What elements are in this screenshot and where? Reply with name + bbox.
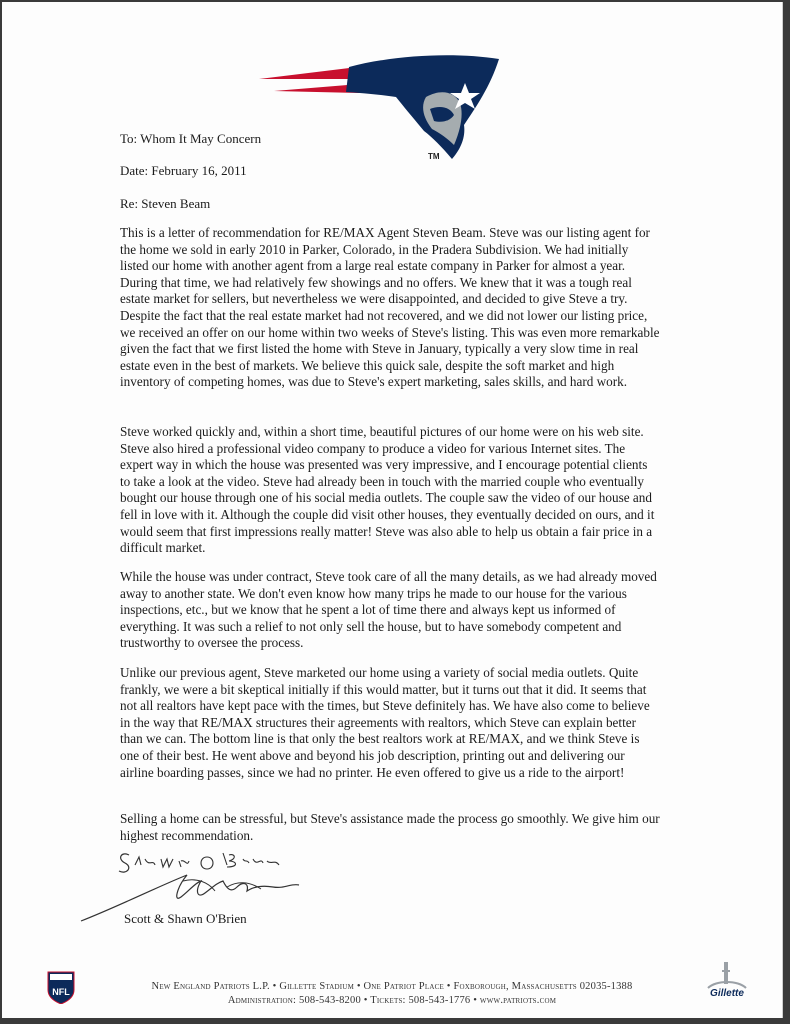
footer-contact: Administration: 508-543-8200 • Tickets: 508-543-1776 • www.patriots.com bbox=[227, 995, 557, 1006]
patriots-logo-icon bbox=[254, 47, 504, 167]
nfl-label: NFL bbox=[52, 987, 70, 997]
letter-date: Date: February 16, 2011 bbox=[120, 163, 247, 178]
paragraph-4: Unlike our previous agent, Steve marketed our home using a variety of social media outlets. Quite frankly, we were a bit skeptical initially if this would matter, but it turns out that it did. It seems that not all realtors have kept pace with the times, but Steve definitely has. We have also come to believe in the way that RE/MAX structures their agreements with realtors, which Steve can explain better than we can. The bottom line is that only the best realtors work at RE/MAX, and we think Steve is one of their best. He went above and beyond his job description, printing out and delivering our airline boarding passes, since we had no printer. He even offered to give us a ride to the airport! bbox=[120, 665, 650, 780]
paragraph-3: While the house was under contract, Steve took care of all the many details, as we had already moved away to another state. We don't even know how many trips he made to our house for the various inspections, etc., but we know that he spent a lot of time there and always kept us informed of everything. It was such a relief to not only sell the house, but to have somebody competent and trustworthy to oversee the process. bbox=[120, 569, 657, 651]
letter-re: Re: Steven Beam bbox=[120, 196, 211, 211]
gillette-label: Gillette bbox=[710, 988, 744, 999]
letter-to: To: Whom It May Concern bbox=[120, 131, 262, 146]
letter-page bbox=[2, 2, 783, 1018]
paragraph-1: This is a letter of recommendation for RE/MAX Agent Steven Beam. Steve was our listing agent for the home we sold in early 2010 in Parker, Colorado, in the Pradera Subdivision. We had initially listed our home with another agent from a large real estate company in Parker for almost a year. During that time, we had relatively few showings and no offers. We knew that it was a tough real estate market for sellers, but nevertheless we were disappointed, and decided to give Steve a try. Despite the fact that the real estate market had not recovered, and we did not lower our listing price, we received an offer on our home within two weeks of Steve's listing. This was even more remarkable given the fact that we first listed the home with Steve in January, typically a very slow time in real estate even in the best of markets. We believe this quick sale, despite the soft market and high inventory of competing homes, was due to Steve's expert marketing, sales skills, and hard work. bbox=[120, 225, 660, 390]
footer-address: New England Patriots L.P. • Gillette Stadium • One Patriot Place • Foxborough, Massachusetts 02035-1388 bbox=[151, 981, 633, 992]
paragraph-2: Steve worked quickly and, within a short time, beautiful pictures of our home were on his web site. Steve also hired a professional video company to produce a video for various Internet sites. The expert way in which the house was presented was very impressive, and I encourage potential clients to take a look at the video. Steve had already been in touch with the married couple who eventually bought our house through one of his social media outlets. The couple saw the video of our house and fell in love with it. Although the couple did visit other houses, they eventually decided on ours, and it would seem that first impressions really matter! Steve was also able to help us obtain a fair price in a difficult market. bbox=[120, 424, 655, 556]
gillette-stadium-logo-icon bbox=[702, 958, 752, 1004]
signature-name: Scott & Shawn O'Brien bbox=[124, 911, 247, 926]
nfl-shield-icon bbox=[46, 968, 76, 1004]
paragraph-5: Selling a home can be stressful, but Steve's assistance made the process go smoothly. We give him our highest recommendation. bbox=[120, 811, 660, 843]
trademark-mark: TM bbox=[428, 152, 440, 161]
